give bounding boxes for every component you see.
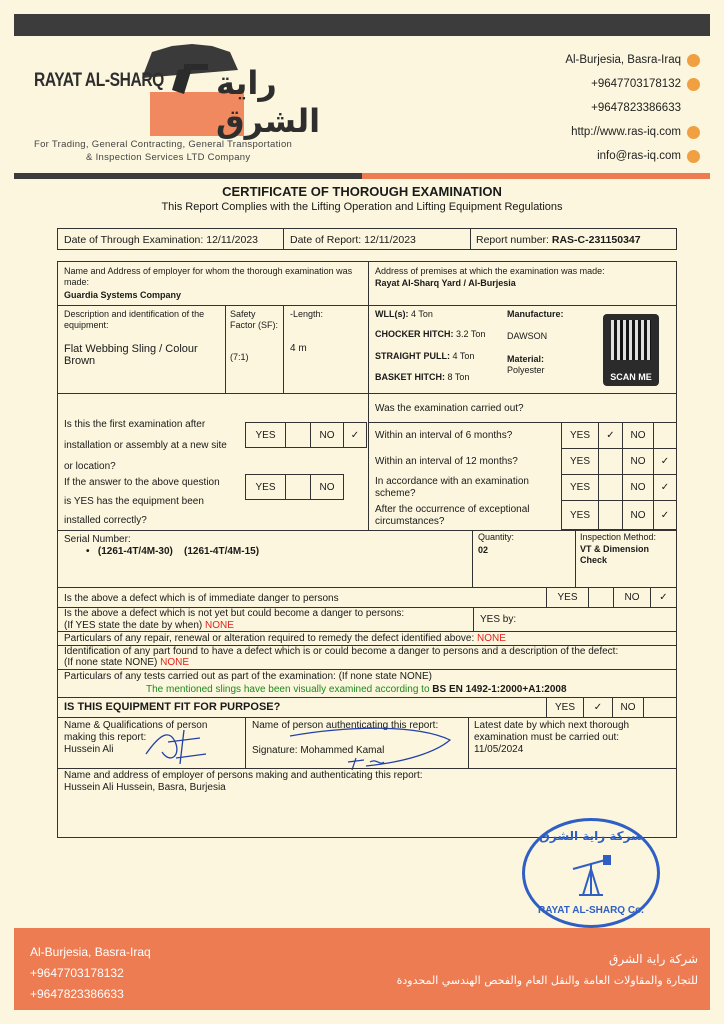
stamp-arabic-text: شركة راية الشرق: [539, 829, 643, 843]
oil-pump-icon: [569, 849, 615, 899]
installed-yes-box[interactable]: [285, 474, 311, 500]
carried-out-question: Was the examination carried out?: [375, 403, 524, 414]
exceptional-yes[interactable]: YES: [561, 500, 599, 530]
interval-6-yes-check[interactable]: ✓: [598, 422, 623, 449]
footer-contact: [30, 942, 151, 1005]
desc-label: Description and identification of the equipment:: [64, 309, 205, 330]
tagline-line-2: & Inspection Services LTD Company: [86, 152, 251, 163]
authenticating-label: Name of person authenticating this report:: [252, 720, 439, 731]
fit-no[interactable]: NO: [612, 697, 644, 718]
phone-icon: [687, 78, 700, 91]
scheme-question: In accordance with an examination scheme?: [375, 476, 529, 499]
footer-address: Al-Burjesia, Basra-Iraq: [30, 945, 151, 959]
safety-factor-value: (7:1): [230, 352, 249, 362]
interval-12-no[interactable]: NO: [622, 448, 654, 475]
yes-by-label: YES by:: [480, 614, 517, 625]
contact-phone-1[interactable]: +9647703178132: [591, 78, 681, 90]
length-value: 4 m: [290, 343, 307, 354]
signature-hussein: [140, 724, 210, 768]
desc-value: Flat Webbing Sling / Colour Brown: [64, 343, 198, 367]
company-stamp: [522, 818, 660, 928]
footer-phone-2[interactable]: +9647823386633: [30, 987, 124, 1001]
footer-phone-1[interactable]: +9647703178132: [30, 966, 124, 980]
interval-12-yes-box[interactable]: [598, 448, 623, 475]
scheme-yes[interactable]: YES: [561, 474, 599, 501]
qualifications-name: Hussein Ali: [64, 744, 114, 755]
exceptional-no-check[interactable]: ✓: [653, 500, 677, 530]
tests-answer: The mentioned slings have been visually examined according to BS EN 1492-1:2000+A1:2008: [146, 684, 567, 695]
interval-12-no-check[interactable]: ✓: [653, 448, 677, 475]
installed-no[interactable]: NO: [310, 474, 344, 500]
scheme-yes-box[interactable]: [598, 474, 623, 501]
fit-yes[interactable]: YES: [546, 697, 584, 718]
first-exam-yes[interactable]: YES: [245, 422, 286, 448]
report-number: Report number: RAS-C-231150347: [476, 234, 641, 246]
interval-6-no-box[interactable]: [653, 422, 677, 449]
first-exam-question: Is this the first examination after installation or assembly at a new site or location?: [64, 419, 227, 472]
serial-label: Serial Number:: [64, 534, 131, 545]
mail-icon: [687, 150, 700, 163]
qr-code[interactable]: [603, 314, 659, 386]
interval-12-question: Within an interval of 12 months?: [375, 456, 518, 467]
interval-6-no[interactable]: NO: [622, 422, 654, 449]
header-divider-dark: [14, 173, 362, 179]
fit-for-purpose-question: IS THIS EQUIPMENT FIT FOR PURPOSE?: [64, 701, 281, 713]
serial-numbers: • (1261-4T/4M-30) (1261-4T/4M-15): [86, 546, 260, 557]
future-danger-sub: (If YES state the date by when) NONE: [64, 620, 234, 631]
contact-website[interactable]: http://www.ras-iq.com: [571, 126, 681, 138]
part-defect-sub: (If none state NONE) NONE: [64, 657, 190, 668]
material-label: Material:: [507, 354, 545, 364]
premises-name: Rayat Al-Sharq Yard / Al-Burjesia: [375, 278, 516, 288]
manufacture-label: Manufacture:: [507, 309, 564, 319]
footer-arabic-services: للتجارة والمقاولات العامة والنقل العام والفحص الهندسي المحدودة: [396, 974, 698, 987]
company-logo: [32, 42, 332, 142]
top-bar: [14, 14, 710, 36]
immediate-no[interactable]: NO: [613, 587, 651, 608]
choker-hitch: CHOCKER HITCH: 3.2 Ton: [375, 329, 486, 339]
contact-address: Al-Burjesia, Basra-Iraq: [565, 54, 681, 66]
interval-6-yes[interactable]: YES: [561, 422, 599, 449]
tests-question: Particulars of any tests carried out as part of the examination: (If none state NONE): [64, 671, 432, 682]
quantity-value: 02: [478, 545, 489, 555]
basket-hitch: BASKET HITCH: 8 Ton: [375, 372, 470, 382]
repair-question: Particulars of any repair, renewal or alteration required to remedy the defect identified above: NONE: [64, 633, 506, 644]
footer-arabic: [397, 948, 698, 992]
exceptional-yes-box[interactable]: [598, 500, 623, 530]
immediate-yes[interactable]: YES: [546, 587, 589, 608]
scheme-no[interactable]: NO: [622, 474, 654, 501]
date-report: Date of Report: 12/11/2023: [290, 234, 416, 246]
first-exam-no-check[interactable]: ✓: [343, 422, 367, 448]
globe-icon: [687, 126, 700, 139]
first-exam-no[interactable]: NO: [310, 422, 344, 448]
contact-block: [565, 48, 700, 168]
immediate-danger-question: Is the above a defect which is of immediate danger to persons: [64, 593, 339, 604]
footer-arabic-company: شركة راية الشرق: [609, 952, 698, 966]
exceptional-question: After the occurrence of exceptional circumstances?: [375, 504, 530, 527]
premises-label: Address of premises at which the examination was made:: [375, 266, 605, 276]
authenticating-signature: Signature: Mohammed Kamal: [252, 745, 385, 756]
interval-12-yes[interactable]: YES: [561, 448, 599, 475]
contact-email[interactable]: info@ras-iq.com: [597, 150, 681, 162]
next-exam-date: 11/05/2024: [474, 744, 524, 755]
method-label: Inspection Method:: [580, 532, 657, 542]
employer-persons-label: Name and address of employer of persons making and authenticating this report:: [64, 770, 423, 781]
quantity-label: Quantity:: [478, 532, 515, 542]
tagline-line-1: For Trading, General Contracting, General Transportation: [34, 139, 293, 150]
part-defect-question: Identification of any part found to have a defect which is or could become a danger to persons and a description of the defect:: [64, 646, 619, 657]
first-exam-yes-box[interactable]: [285, 422, 311, 448]
brand-name-ar: راية الشرق: [216, 64, 321, 140]
method-value: VT & Dimension Check: [580, 544, 650, 565]
interval-6-question: Within an interval of 6 months?: [375, 430, 513, 441]
straight-pull: STRAIGHT PULL: 4 Ton: [375, 351, 475, 361]
next-exam-label: Latest date by which next thorough examination must be carried out:: [474, 720, 630, 743]
wll: WLL(s): 4 Ton: [375, 309, 433, 319]
signature-mohammed: [286, 722, 456, 772]
employer-persons-address: Hussein Ali Hussein, Basra, Burjesia: [64, 782, 226, 793]
employer-name: Guardia Systems Company: [64, 290, 182, 300]
brand-name-en: RAYAT AL-SHARQ: [34, 70, 164, 91]
manufacture-value: DAWSON: [507, 331, 548, 341]
stamp-english-text: RAYAT AL-SHARQ Co.: [538, 905, 644, 916]
qr-code-icon: [611, 320, 651, 360]
contact-phone-2[interactable]: +9647823386633: [591, 102, 681, 114]
employer-label: Name and Address of employer for whom the thorough examination was made:: [64, 266, 353, 287]
certificate-title: CERTIFICATE OF THOROUGH EXAMINATION: [222, 184, 502, 199]
immediate-yes-box[interactable]: [588, 587, 614, 608]
certificate-subtitle: This Report Complies with the Lifting Operation and Lifting Equipment Regulations: [161, 201, 563, 213]
fit-yes-check[interactable]: ✓: [583, 697, 613, 718]
future-danger-question: Is the above a defect which is not yet but could become a danger to persons:: [64, 608, 405, 619]
date-exam: Date of Through Examination: 12/11/2023: [64, 234, 259, 246]
immediate-no-check[interactable]: ✓: [650, 587, 677, 608]
scan-me-label: SCAN ME: [610, 372, 652, 382]
installed-yes[interactable]: YES: [245, 474, 286, 500]
location-icon: [687, 54, 700, 67]
length-label: -Length:: [290, 309, 324, 319]
tagline: [34, 138, 292, 164]
safety-factor-label: Safety Factor (SF):: [230, 309, 279, 330]
qualifications-label: Name & Qualifications of person making this report:: [64, 720, 208, 743]
material-value: Polyester: [507, 365, 545, 375]
installed-question: If the answer to the above question is YES has the equipment been installed correctly?: [64, 477, 220, 526]
exceptional-no[interactable]: NO: [622, 500, 654, 530]
scheme-no-check[interactable]: ✓: [653, 474, 677, 501]
